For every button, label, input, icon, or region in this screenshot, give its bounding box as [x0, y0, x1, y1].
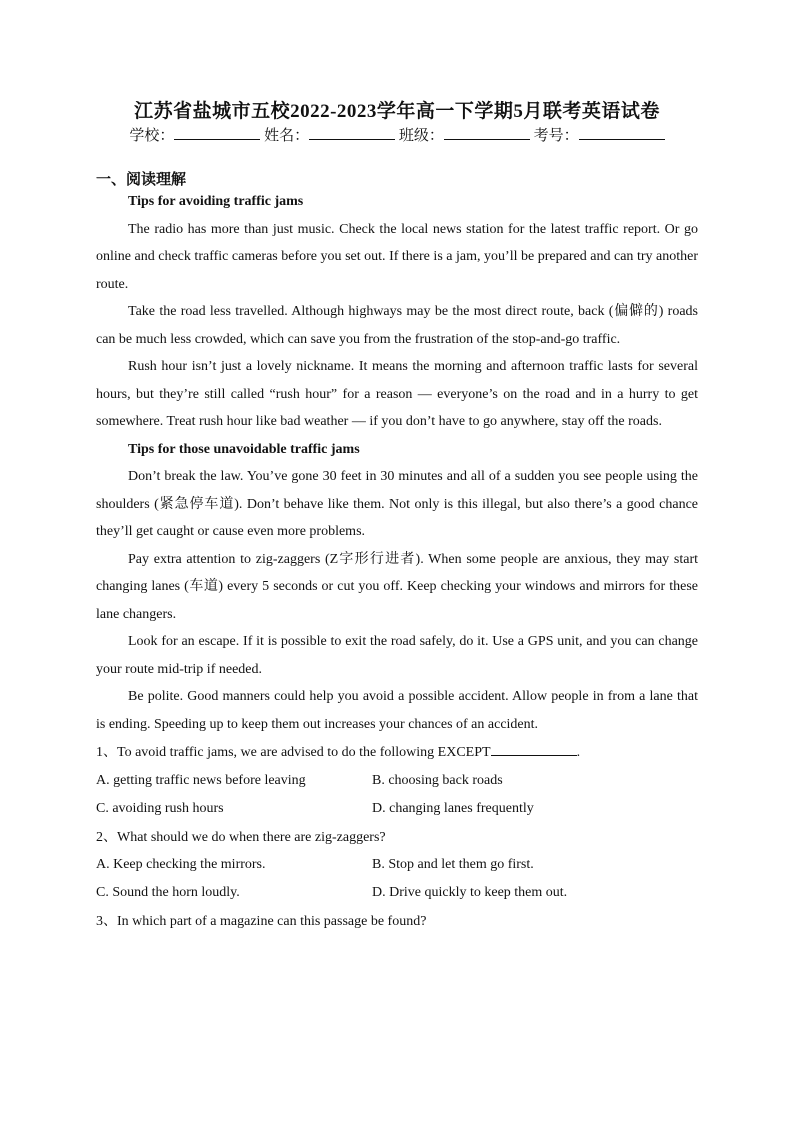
paragraph-5: Pay extra attention to zig-zaggers (Z字形行进者). When some people are anxious, they may start changing lanes (车道) every 5 seconds or cut you off. Keep checking your windows and mirrors for these lane changers.	[96, 551, 698, 622]
school-label: 学校：	[129, 128, 175, 144]
section-heading: 一、阅读理解	[96, 172, 187, 188]
name-blank	[309, 125, 395, 140]
paragraph-2: Take the road less travelled. Although highways may be the most direct route, back (偏僻的) roads can be much less crowded, which can save you from the frustration of the stop-and-go traffic.	[96, 304, 698, 347]
passage-body	[96, 188, 698, 936]
question-1	[96, 739, 698, 767]
class-label: 班级：	[398, 128, 444, 144]
name-label: 姓名：	[264, 128, 310, 144]
option-c[interactable]: C. avoiding rush hours	[96, 800, 224, 816]
option-b[interactable]: B. Stop and let them go first.	[372, 857, 534, 872]
question-stem: 1、To avoid traffic jams, we are advised to do the following EXCEPT	[96, 745, 491, 760]
question-2	[96, 824, 698, 852]
answer-blank[interactable]	[491, 741, 577, 756]
option-c[interactable]: C. Sound the horn loudly.	[96, 885, 240, 900]
class-blank	[444, 125, 530, 140]
student-info-line	[0, 124, 794, 145]
question-stem: 2、What should we do when there are zig-zaggers?	[96, 829, 386, 845]
paragraph-3: Rush hour isn’t just a lovely nickname. It means the morning and afternoon traffic lasts for several hours, but they’re still called “rush hour” for a reason — everyone’s on the road and in a hurry to get somewhere. Treat rush hour like bad weather — if you don’t have to go anywhere, stay off the roads.	[96, 359, 698, 429]
number-blank	[579, 125, 665, 140]
paragraph-6: Look for an escape. If it is possible to exit the road safely, do it. Use a GPS unit, and you can change your route mid-trip if needed.	[96, 634, 698, 677]
paragraph-1: The radio has more than just music. Check the local news station for the latest traffic report. Or go online and check traffic cameras before you set out. If there is a jam, you’ll be prepared and can try another route.	[96, 221, 698, 292]
option-d[interactable]: D. changing lanes frequently	[372, 800, 534, 816]
option-d[interactable]: D. Drive quickly to keep them out.	[372, 885, 568, 900]
paragraph-4: Don’t break the law. You’ve gone 30 feet in 30 minutes and all of a sudden you see people using the shoulders (紧急停车道). Don’t behave like them. Not only is this illegal, but also there’s a good chance they’ll get caught or cause even more problems.	[96, 469, 698, 539]
option-b[interactable]: B. choosing back roads	[372, 772, 503, 788]
paragraph-7: Be polite. Good manners could help you avoid a possible accident. Allow people in from a lane that is ending. Speeding up to keep them out increases your chances of an accident.	[96, 689, 698, 732]
option-a[interactable]: A. Keep checking the mirrors.	[96, 857, 266, 872]
question-2-options	[96, 851, 698, 907]
question-1-options	[96, 767, 698, 823]
school-blank	[174, 125, 260, 140]
question-stem-end: .	[576, 745, 581, 760]
passage-heading-1: Tips for avoiding traffic jams	[128, 194, 304, 209]
exam-title: 江苏省盐城市五校2022-2023学年高一下学期5月联考英语试卷	[134, 101, 660, 122]
question-stem: 3、In which part of a magazine can this passage be found?	[96, 914, 427, 929]
number-label: 考号：	[533, 128, 579, 144]
question-3	[96, 908, 698, 936]
option-a[interactable]: A. getting traffic news before leaving	[96, 772, 306, 788]
passage-heading-2: Tips for those unavoidable traffic jams	[128, 441, 360, 457]
